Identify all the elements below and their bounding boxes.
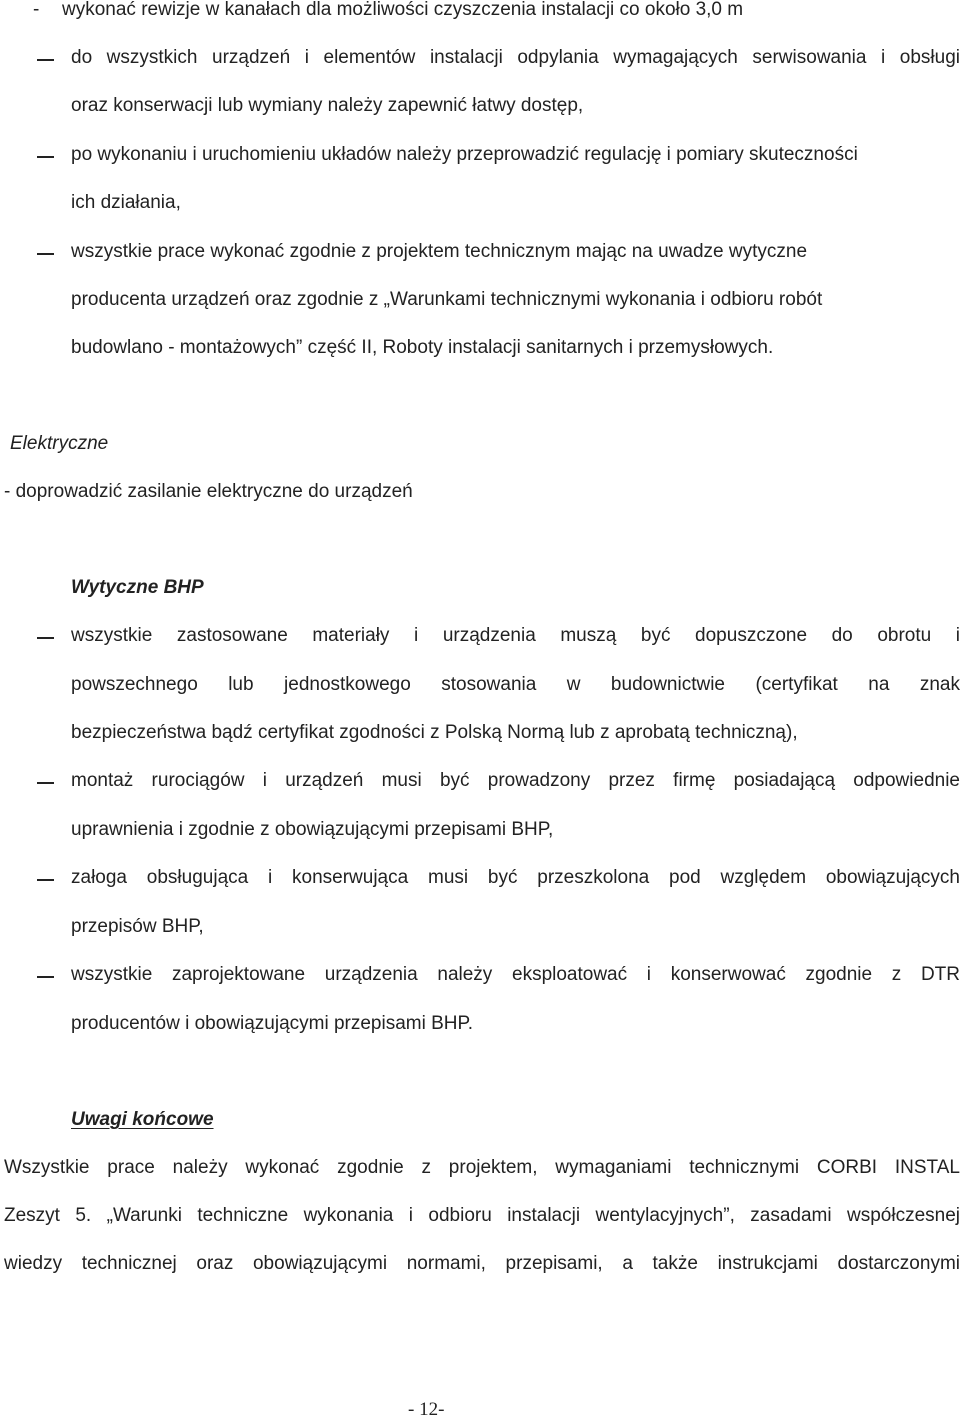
section-heading-bhp: Wytyczne BHP: [71, 577, 204, 598]
text-line: producenta urządzeń oraz zgodnie z „Warunkami technicznymi wykonania i odbioru robót: [71, 289, 823, 310]
text-line: wszystkie zastosowane materiały i urządzenia muszą być dopuszczone do obrotu i: [71, 625, 960, 646]
text-line: montaż rurociągów i urządzeń musi być prowadzony przez firmę posiadającą odpowiednie: [71, 770, 960, 791]
text-line: wszystkie zaprojektowane urządzenia należy eksploatować i konserwować zgodnie z DTR: [71, 964, 960, 985]
text-line: wszystkie prace wykonać zgodnie z projektem technicznym mając na uwadze wytyczne: [71, 241, 808, 262]
bullet-dash: [37, 637, 54, 639]
text-line: powszechnego lub jednostkowego stosowania w budownictwie (certyfikat na znak: [71, 674, 960, 695]
bullet-dash: [37, 879, 54, 881]
bullet-dash: [37, 976, 54, 978]
section-heading-electrical: Elektryczne: [10, 433, 109, 454]
text-line: ich działania,: [71, 192, 181, 213]
text-line: do wszystkich urządzeń i elementów instalacji odpylania wymagających serwisowania i obsługi: [71, 47, 960, 68]
page-number: - 12-: [408, 1399, 445, 1420]
text-line: przepisów BHP,: [71, 916, 204, 937]
text-line: budowlano - montażowych” część II, Roboty instalacji sanitarnych i przemysłowych.: [71, 337, 774, 358]
text-line: bezpieczeństwa bądź certyfikat zgodności z Polską Normą lub z aprobatą techniczną),: [71, 722, 798, 743]
text-line: Wszystkie prace należy wykonać zgodnie z projektem, wymaganiami technicznymi CORBI INSTAL: [4, 1157, 960, 1178]
text-line: oraz konserwacji lub wymiany należy zapewnić łatwy dostęp,: [71, 95, 584, 116]
section-heading-remarks: Uwagi końcowe: [71, 1109, 214, 1130]
text-line: - doprowadzić zasilanie elektryczne do urządzeń: [4, 481, 413, 502]
text-line: producentów i obowiązującymi przepisami BHP.: [71, 1013, 474, 1034]
bullet-dash: [37, 156, 54, 158]
text-line: po wykonaniu i uruchomieniu układów należy przeprowadzić regulację i pomiary skuteczności: [71, 144, 858, 165]
bullet-dash: [37, 253, 54, 255]
text-line: Zeszyt 5. „Warunki techniczne wykonania i odbioru instalacji wentylacyjnych”, zasadami współczesnej: [4, 1205, 960, 1226]
bullet-dash: [37, 59, 54, 61]
bullet-dash: [37, 782, 54, 784]
text-line: uprawnienia i zgodnie z obowiązującymi przepisami BHP,: [71, 819, 554, 840]
text-line: wiedzy technicznej oraz obowiązującymi normami, przepisami, a także instrukcjami dostarczonymi: [4, 1253, 960, 1274]
text-line: załoga obsługująca i konserwująca musi być przeszkolona pod względem obowiązujących: [71, 867, 960, 888]
bullet-dash-text: -: [33, 0, 40, 20]
text-line: wykonać rewizje w kanałach dla możliwości czyszczenia instalacji co około 3,0 m: [62, 0, 744, 20]
